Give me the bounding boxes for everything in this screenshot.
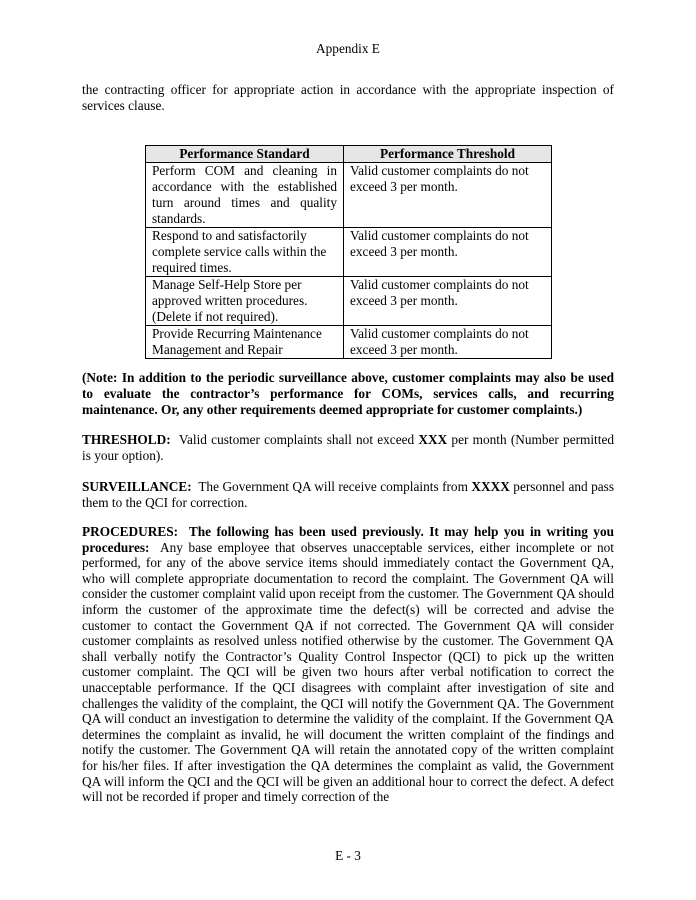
note-paragraph: (Note: In addition to the periodic surveillance above, customer complaints may also be used to evaluate the contractor’s performance for COMs, services calls, and recurring maintenance. Or, any other requirements deemed appropriate for customer complaints.) bbox=[82, 370, 614, 417]
procedures-text: Any base employee that observes unacceptable services, either incomplete or not performed, for any of the above service items should immediately contact the Government QA, who will complete appropriate documentation to record the complaint. The Government QA will consider the customer complaint valid upon receipt from the customer. The Government QA should inform the customer of the approximate time the defect(s) will be corrected and advise the customer to contact the Government QA if not corrected. The Government QA will consider customer complaints as resolved unless notified otherwise by the customer. The Government QA shall verbally notify the Contractor’s Quality Control Inspector (QCI) to pick up the written customer complaint. The QCI will be given two hours after verbal notification to correct the unacceptable performance. If the QCI disagrees with complaint after investigation of site and challenges the validity of the complaint, the QCI will notify the Government QA. The Government QA will conduct an investigation to determine the validity of the complaint. If the Government QA determines the complaint as invalid, he will document the written complaint of the findings and notify the customer. The Government QA will retain the annotated copy of the written complaint for his/her files. If after investigation the QA determines the complaint as valid, the Government QA will inform the QCI and the QCI will be given an additional hour to correct the defect. A defect will not be recorded if proper and timely correction of the bbox=[82, 539, 614, 805]
standard-cell: Provide Recurring Maintenance Management and Repair bbox=[146, 326, 344, 359]
table-header-row bbox=[146, 146, 552, 163]
procedures-label: PROCEDURES: bbox=[82, 524, 179, 539]
threshold-text-2: per month (Number permitted is your option). bbox=[82, 432, 614, 463]
threshold-cell: Valid customer complaints do not exceed 3 per month. bbox=[344, 326, 552, 359]
threshold-paragraph bbox=[82, 432, 614, 464]
threshold-cell: Valid customer complaints do not exceed 3 per month. bbox=[344, 228, 552, 277]
threshold-cell: Valid customer complaints do not exceed 3 per month. bbox=[344, 163, 552, 228]
surveillance-text-1: The Government QA will receive complaints from bbox=[198, 479, 468, 494]
standard-cell: Manage Self-Help Store per approved written procedures. (Delete if not required). bbox=[146, 277, 344, 326]
procedures-bold-text: The following has been used previously. It may help you in writing you procedures: bbox=[82, 524, 614, 555]
table-row bbox=[146, 163, 552, 228]
performance-table bbox=[145, 145, 552, 359]
table-row bbox=[146, 326, 552, 359]
threshold-cell: Valid customer complaints do not exceed 3 per month. bbox=[344, 277, 552, 326]
table-row bbox=[146, 277, 552, 326]
header-performance-standard: Performance Standard bbox=[146, 146, 344, 163]
standard-cell: Perform COM and cleaning in accordance with the established turn around times and quality standards. bbox=[146, 163, 344, 228]
table-row bbox=[146, 228, 552, 277]
procedures-paragraph bbox=[82, 524, 614, 805]
header-performance-threshold: Performance Threshold bbox=[344, 146, 552, 163]
surveillance-value: XXXX bbox=[471, 479, 510, 494]
surveillance-text-2: personnel and pass them to the QCI for correction. bbox=[82, 479, 615, 510]
threshold-label: THRESHOLD: bbox=[82, 432, 171, 447]
threshold-value: XXX bbox=[418, 432, 448, 447]
threshold-text-1: Valid customer complaints shall not exceed bbox=[178, 432, 415, 447]
surveillance-label: SURVEILLANCE: bbox=[82, 479, 192, 494]
page-header: Appendix E bbox=[316, 41, 380, 56]
surveillance-paragraph bbox=[82, 479, 614, 511]
page-number: E - 3 bbox=[335, 848, 361, 863]
standard-cell: Respond to and satisfactorily complete service calls within the required times. bbox=[146, 228, 344, 277]
intro-paragraph: the contracting officer for appropriate action in accordance with the appropriate inspection of services clause. bbox=[82, 82, 614, 113]
